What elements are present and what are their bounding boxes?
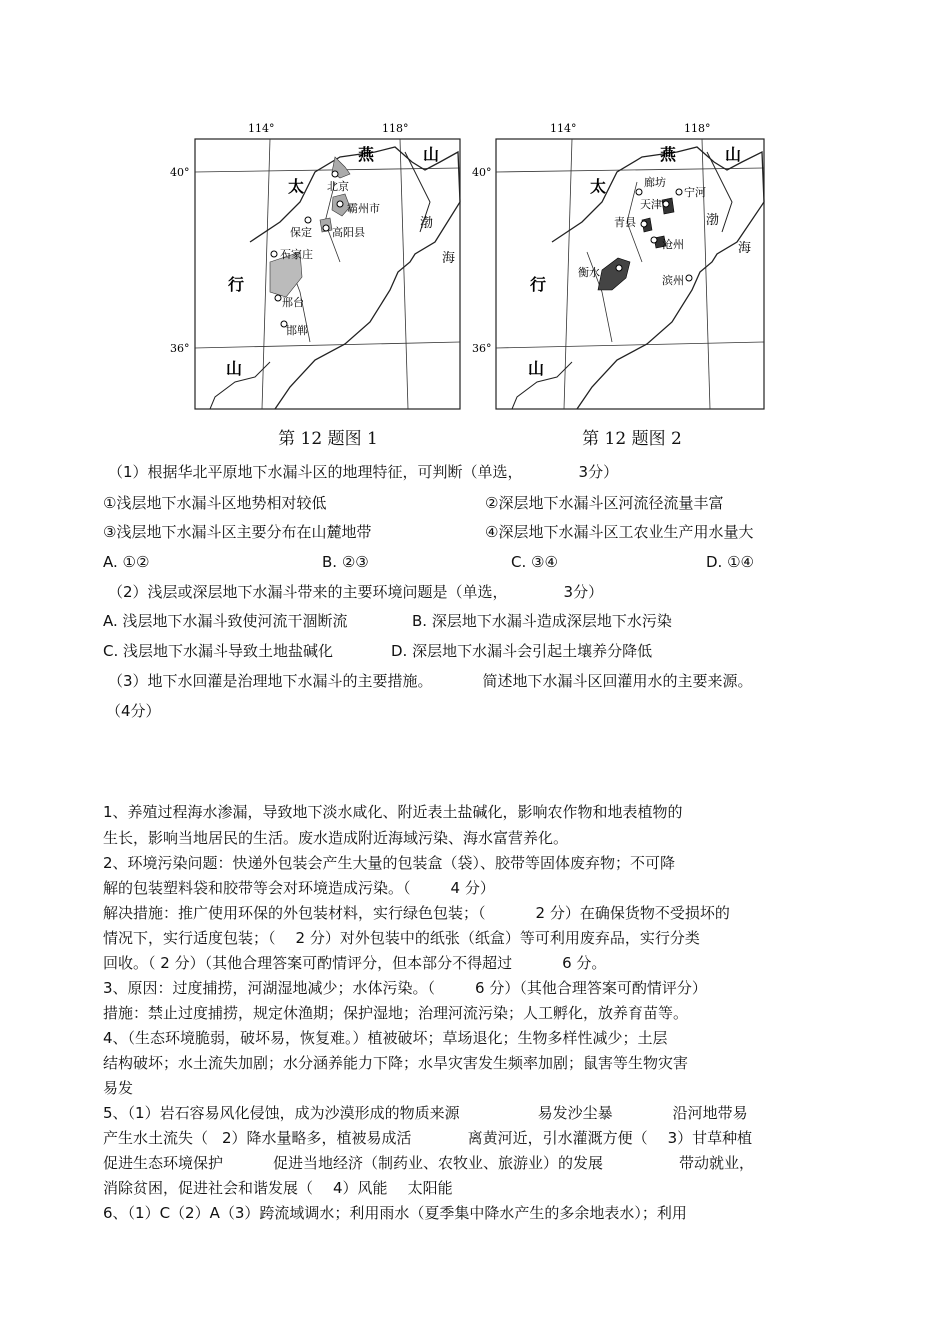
map-2-city-qingxian: 青县 — [614, 216, 636, 229]
answer-2-line-3b: 2 分）在确保货物不受损坏的 — [535, 904, 730, 922]
answer-3-line-1a: 3、原因：过度捕捞，河湖湿地减少；水体污染。（ — [103, 979, 436, 997]
answer-5-line-4c: 太阳能 — [407, 1179, 453, 1197]
answer-5-line-1a: 5、（1）岩石容易风化侵蚀，成为沙漠形成的物质来源 — [103, 1104, 460, 1122]
map-2-lat-40: 40° — [472, 166, 492, 179]
q3-stem-text-a: （3）地下水回灌是治理地下水漏斗的主要措施。 — [108, 672, 433, 690]
q1-choice-d: D. ①④ — [706, 553, 754, 571]
q1-option-1: ①浅层地下水漏斗区地势相对较低 — [103, 494, 327, 512]
map-1-city-beijing: 北京 — [327, 180, 349, 193]
answer-5-line-1b: 易发沙尘暴 — [537, 1104, 613, 1122]
answer-5-line-3b: 促进当地经济（制药业、农牧业、旅游业）的发展 — [273, 1154, 604, 1172]
map-1-lon-118: 118° — [382, 122, 409, 135]
answer-5-line-2 — [103, 1128, 752, 1148]
map-2-region-yan: 燕 — [660, 145, 677, 164]
map-1 — [170, 112, 466, 449]
map-2-graphic — [472, 112, 770, 412]
answer-5-line-3 — [103, 1153, 754, 1173]
answer-2-line-5b: 6 分。 — [562, 954, 607, 972]
answer-2-line-5 — [103, 953, 606, 973]
q1-stem-text: （1）根据华北平原地下水漏斗区的地理特征，可判断（单选， — [108, 463, 523, 481]
q1-stem — [108, 462, 618, 482]
answer-3-line-1b: 6 分）（其他合理答案可酌情评分） — [475, 979, 707, 997]
answer-5-line-1c: 沿河地带易 — [672, 1104, 748, 1122]
answer-2-line-3 — [103, 903, 730, 923]
map-2-region-shan-north: 山 — [725, 145, 742, 164]
answer-3-line-1 — [103, 978, 707, 998]
map-2-lat-36: 36° — [472, 342, 492, 355]
answer-2-line-2b: 4 分） — [450, 879, 495, 897]
answer-1-line-1: 1、养殖过程海水渗漏，导致地下淡水咸化、附近表土盐碱化，影响农作物和地表植物的 — [103, 803, 683, 821]
q3-score: （4分） — [106, 702, 161, 720]
map-1-city-xingtai: 邢台 — [282, 296, 304, 309]
answer-2-line-1: 2、环境污染问题：快递外包装会产生大量的包装盒（袋）、胶带等固体废弃物；不可降 — [103, 854, 676, 872]
q2-stem-text: （2）浅层或深层地下水漏斗带来的主要环境问题是（单选， — [108, 583, 508, 601]
map-1-region-bo: 渤 — [420, 216, 434, 231]
q2-choice-c: C. 浅层地下水漏斗导致土地盐碱化 — [103, 642, 334, 660]
map-2-city-tianjin: 天津 — [640, 198, 662, 211]
q1-choice-a: A. ①② — [103, 553, 150, 571]
map-2-city-binzhou: 滨州 — [662, 274, 684, 287]
map-1-region-hang: 行 — [228, 275, 245, 294]
q1-choice-c: C. ③④ — [511, 553, 558, 571]
answer-4-line-1: 4、（生态环境脆弱，破坏易，恢复难。）植被破坏；草场退化；生物多样性减少；土层 — [103, 1029, 668, 1047]
map-1-region-hai: 海 — [442, 251, 456, 266]
map-1-city-baoding: 保定 — [290, 226, 312, 239]
map-2-region-hai: 海 — [738, 241, 752, 256]
q2-stem-score: 3分） — [563, 583, 604, 601]
map-1-caption: 第 12 题图 1 — [278, 429, 378, 449]
map-2-region-hang: 行 — [530, 275, 547, 294]
q1-choice-b: B. ②③ — [322, 553, 369, 571]
answer-2-line-4 — [103, 928, 700, 948]
answer-5-line-3a: 促进生态环境保护 — [103, 1154, 224, 1172]
q2-choice-d: D. 深层地下水漏斗会引起土壤养分降低 — [391, 642, 653, 660]
map-1-city-handan: 邯郸 — [286, 324, 308, 337]
map-2-caption: 第 12 题图 2 — [582, 429, 682, 449]
map-2-city-langfang: 廊坊 — [644, 176, 666, 189]
map-2 — [472, 112, 770, 449]
answer-5-line-2c: 离黄河近，引水灌溉方便（ — [467, 1129, 648, 1147]
map-1-lon-114: 114° — [248, 122, 275, 135]
map-2-city-hengshui: 衡水 — [578, 266, 600, 279]
map-2-lon-118: 118° — [684, 122, 711, 135]
answer-2-line-2a: 解的包装塑料袋和胶带等会对环境造成污染。（ — [103, 879, 411, 897]
map-1-lat-36: 36° — [170, 342, 190, 355]
map-2-region-tai: 太 — [590, 177, 607, 196]
answer-5-line-4 — [103, 1178, 453, 1198]
map-1-city-gaoyang: 高阳县 — [332, 226, 365, 239]
map-1-region-shan-south: 山 — [226, 359, 243, 378]
answer-2-line-2 — [103, 878, 495, 898]
q1-option-4: ④深层地下水漏斗区工农业生产用水量大 — [485, 523, 754, 541]
answer-5-line-1 — [103, 1103, 748, 1123]
map-1-region-yan: 燕 — [358, 145, 375, 164]
q2-choice-b: B. 深层地下水漏斗造成深层地下水污染 — [412, 612, 672, 630]
answer-6-line-1: 6、（1）C（2）A（3）跨流域调水；利用雨水（夏季集中降水产生的多余地表水）；利用 — [103, 1204, 687, 1222]
answer-1-line-2: 生长，影响当地居民的生活。废水造成附近海域污染、海水富营养化。 — [103, 829, 569, 847]
answer-5-line-3c: 带动就业， — [679, 1154, 755, 1172]
q2-stem — [108, 582, 603, 602]
map-2-city-cangzhou: 沧州 — [662, 238, 684, 251]
answer-2-line-4a: 情况下，实行适度包装；（ — [103, 929, 276, 947]
answer-2-line-4b: 2 分）对外包装中的纸张（纸盒）等可利用废弃品，实行分类 — [295, 929, 700, 947]
answer-3-line-2: 措施：禁止过度捕捞，规定休渔期；保护湿地；治理河流污染；人工孵化，放养育苗等。 — [103, 1004, 689, 1022]
q3-stem — [108, 671, 753, 691]
map-1-city-shijiazhuang: 石家庄 — [280, 248, 313, 261]
map-2-city-ninghe: 宁河 — [684, 186, 706, 199]
q1-option-2: ②深层地下水漏斗区河流径流量丰富 — [485, 494, 724, 512]
answer-5-line-2d: 3）甘草种植 — [667, 1129, 753, 1147]
map-1-lat-40: 40° — [170, 166, 190, 179]
map-1-graphic — [170, 112, 466, 412]
map-1-region-shan-north: 山 — [423, 145, 440, 164]
answer-4-line-2: 结构破坏；水土流失加剧；水分涵养能力下降；水旱灾害发生频率加剧；鼠害等生物灾害 — [103, 1054, 689, 1072]
q3-stem-text-b: 简述地下水漏斗区回灌用水的主要来源。 — [482, 672, 753, 690]
map-2-lon-114: 114° — [550, 122, 577, 135]
map-1-city-bazhou: 霸州市 — [347, 202, 380, 215]
q1-stem-score: 3分） — [578, 463, 619, 481]
map-1-region-tai: 太 — [288, 177, 305, 196]
answer-5-line-2b: 2）降水量略多，植被易成活 — [222, 1129, 412, 1147]
figure-maps — [170, 112, 780, 452]
map-2-region-bo: 渤 — [706, 213, 720, 228]
answer-5-line-2a: 产生水土流失（ — [103, 1129, 209, 1147]
q2-choice-a: A. 浅层地下水漏斗致使河流干涸断流 — [103, 612, 348, 630]
answer-2-line-5a: 回收。（ 2 分）（其他合理答案可酌情评分，但本部分不得超过 — [103, 954, 513, 972]
answer-4-line-3: 易发 — [103, 1079, 134, 1097]
answer-2-line-3a: 解决措施：推广使用环保的外包装材料，实行绿色包装；（ — [103, 904, 486, 922]
answer-5-line-4a: 消除贫困，促进社会和谐发展（ — [103, 1179, 314, 1197]
answer-5-line-4b: 4）风能 — [333, 1179, 388, 1197]
map-2-region-shan-south: 山 — [528, 359, 545, 378]
q1-option-3: ③浅层地下水漏斗区主要分布在山麓地带 — [103, 523, 372, 541]
